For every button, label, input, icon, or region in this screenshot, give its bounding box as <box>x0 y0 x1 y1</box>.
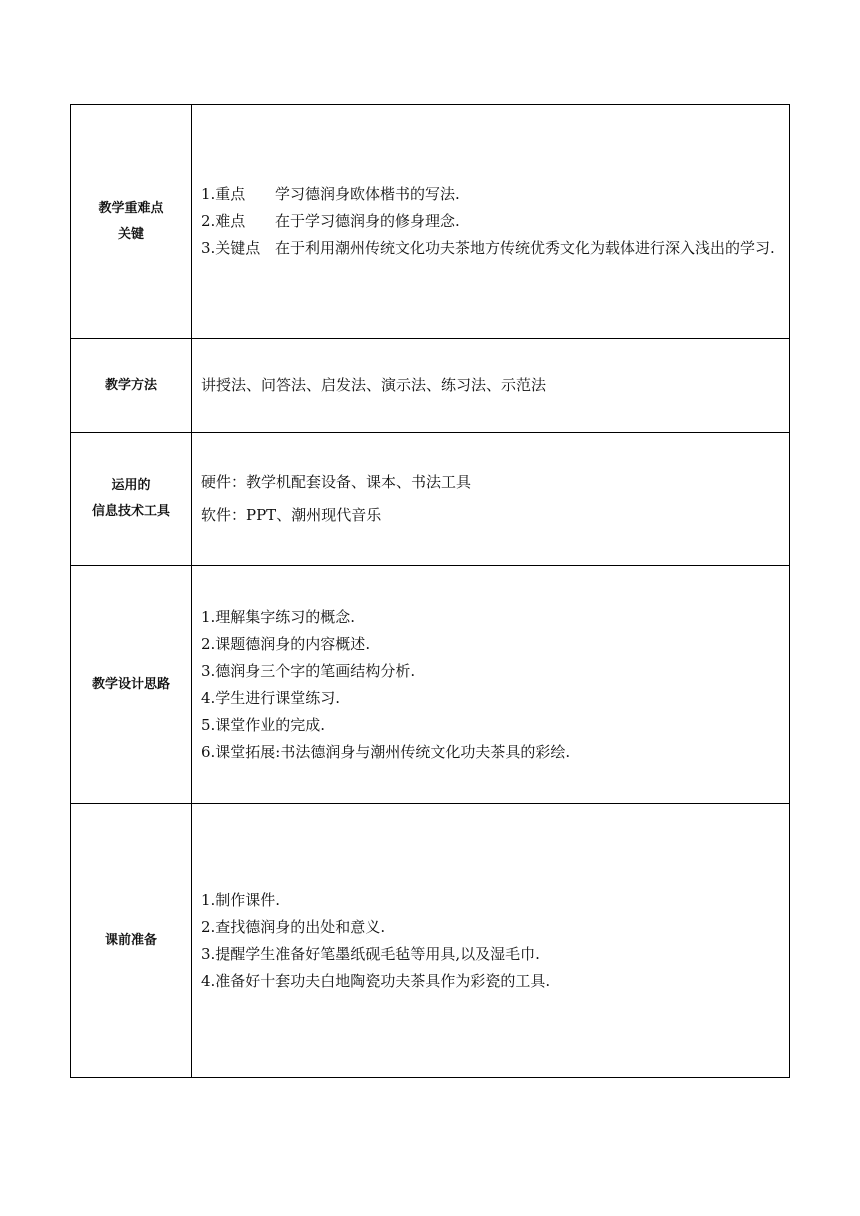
key-point-item <box>201 235 779 262</box>
content-it-tools <box>192 433 790 566</box>
list-item: 2.课题德润身的内容概述. <box>201 634 371 653</box>
list-item: 4.学生进行课堂练习. <box>201 688 341 707</box>
methods-text: 讲授法、问答法、启发法、演示法、练习法、示范法 <box>201 376 547 394</box>
label-line: 运用的 <box>111 478 151 493</box>
item-text: 在于利用潮州传统文化功夫茶地方传统优秀文化为载体进行深入浅出的学习. <box>275 239 775 257</box>
label-design-ideas <box>71 566 192 804</box>
list-item: 5.课堂作业的完成. <box>201 715 326 734</box>
hardware-line: 硬件：教学机配套设备、课本、书法工具 <box>201 473 472 491</box>
label-preparation <box>71 804 192 1078</box>
label-line: 关键 <box>117 226 144 242</box>
item-text: 学习德润身欧体楷书的写法. <box>275 185 460 203</box>
list-item: 3.提醒学生准备好笔墨纸砚毛毡等用具,以及湿毛巾. <box>201 944 540 963</box>
list-item: 6.课堂拓展:书法德润身与潮州传统文化功夫茶具的彩绘. <box>201 742 571 761</box>
label-teaching-methods <box>71 339 192 433</box>
list-item: 1.理解集字练习的概念. <box>201 607 356 626</box>
label-key-points <box>71 105 192 339</box>
software-line: 软件：PPT、潮州现代音乐 <box>201 506 382 524</box>
label-it-tools <box>71 433 192 566</box>
label-line: 课前准备 <box>104 932 157 948</box>
label-line: 教学方法 <box>104 377 157 393</box>
key-point-item <box>201 181 779 208</box>
list-item: 2.查找德润身的出处和意义. <box>201 917 386 936</box>
key-point-item <box>201 208 779 235</box>
row-preparation <box>71 804 790 1078</box>
item-prefix: 1.重点 <box>201 185 246 203</box>
content-design-ideas <box>192 566 790 804</box>
content-teaching-methods <box>192 339 790 433</box>
list-item: 3.德润身三个字的笔画结构分析. <box>201 661 416 680</box>
row-it-tools <box>71 433 790 566</box>
label-line: 教学重难点 <box>98 200 164 216</box>
item-text: 在于学习德润身的修身理念. <box>275 212 460 230</box>
row-teaching-methods <box>71 339 790 433</box>
label-line: 教学设计思路 <box>91 676 170 692</box>
content-key-points <box>192 105 790 339</box>
list-item: 4.准备好十套功夫白地陶瓷功夫茶具作为彩瓷的工具. <box>201 971 551 990</box>
item-prefix: 3.关键点 <box>201 239 261 257</box>
content-preparation <box>192 804 790 1078</box>
lesson-plan-table <box>70 104 790 1078</box>
row-key-points <box>71 105 790 339</box>
list-item: 1.制作课件. <box>201 890 281 909</box>
label-line: 信息技术工具 <box>91 504 170 519</box>
row-design-ideas <box>71 566 790 804</box>
item-prefix: 2.难点 <box>201 212 246 230</box>
